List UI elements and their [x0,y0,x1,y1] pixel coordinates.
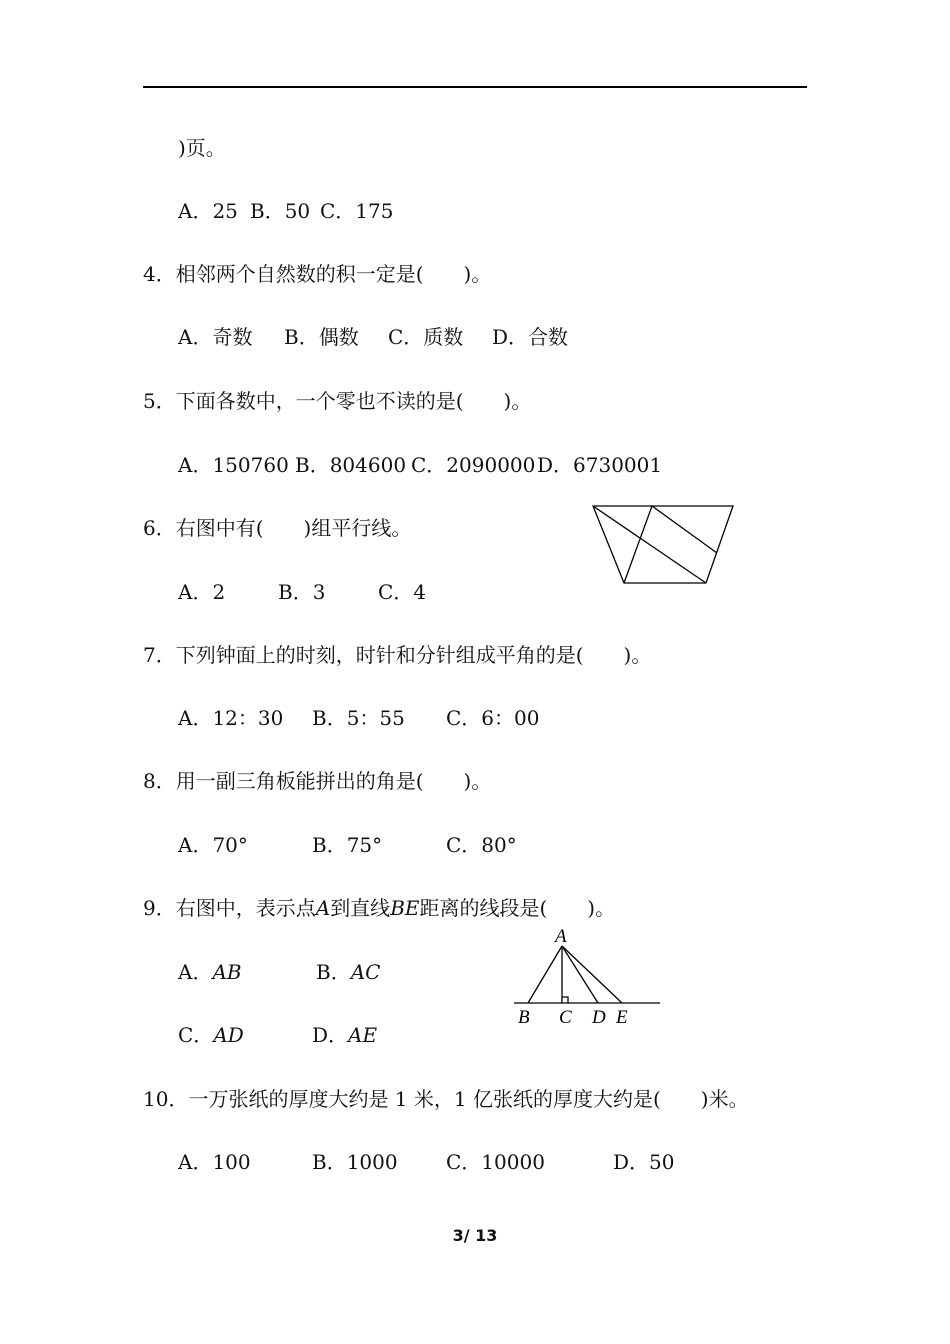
q6-option-b[interactable]: B．3 [278,580,326,604]
q9-stem-after: 距离的线段是( )。 [419,896,616,920]
q5-option-c[interactable]: C．2090000 [411,453,536,477]
q9-option-c-seg: AD [213,1023,244,1047]
q7-option-a[interactable]: A．12：30 [178,706,284,730]
q4-option-b[interactable]: B．偶数 [284,325,359,349]
q4-stem: 4．相邻两个自然数的积一定是( )。 [143,262,492,286]
q10-option-b[interactable]: B．1000 [312,1150,398,1174]
q10-option-d[interactable]: D．50 [613,1150,675,1174]
q9-option-c-letter: C． [178,1023,214,1047]
q6-option-a[interactable]: A．2 [178,580,226,604]
q9-option-b[interactable] [316,960,380,984]
q3-option-c[interactable]: C．175 [320,199,394,223]
q9-option-d-letter: D． [312,1023,349,1047]
q5-stem: 5．下面各数中，一个零也不读的是( )。 [143,389,532,413]
q8-option-a[interactable]: A．70° [178,833,248,857]
q9-label-c: C [559,1007,572,1028]
header-rule [143,86,807,88]
q9-option-d-seg: AE [348,1023,378,1047]
page-number: 3/ 13 [452,1226,498,1245]
q9-stem [143,896,615,920]
q9-option-b-letter: B． [316,960,351,984]
q8-stem: 8．用一副三角板能拼出的角是( )。 [143,769,492,793]
q9-label-d: D [592,1007,606,1028]
q9-stem-line: BE [390,896,420,920]
q9-stem-before: 9．右图中，表示点 [143,896,316,920]
q5-option-b[interactable]: B．804600 [295,453,407,477]
q7-option-b[interactable]: B．5：55 [312,706,405,730]
q3-option-b[interactable]: B．50 [250,199,311,223]
q9-option-d[interactable] [312,1023,377,1047]
q8-option-c[interactable]: C．80° [446,833,517,857]
q10-option-a[interactable]: A．100 [178,1150,251,1174]
q10-option-c[interactable]: C．10000 [446,1150,545,1174]
q9-option-a[interactable] [178,960,242,984]
q9-triangle-figure [510,924,662,1030]
q10-stem: 10．一万张纸的厚度大约是 1 米，1 亿张纸的厚度大约是( )米。 [143,1087,749,1111]
q9-option-a-letter: A． [178,960,213,984]
q9-stem-point: A [315,896,331,920]
q7-stem: 7．下列钟面上的时刻，时针和分针组成平角的是( )。 [143,643,652,667]
q9-label-b: B [518,1007,530,1028]
q9-option-b-seg: AC [350,960,381,984]
q9-label-e: E [616,1007,628,1028]
q9-option-c[interactable] [178,1023,244,1047]
q6-stem: 6．右图中有( )组平行线。 [143,516,412,540]
q4-option-d[interactable]: D．合数 [492,325,569,349]
q6-option-c[interactable]: C．4 [378,580,427,604]
q3-option-a[interactable]: A．25 [178,199,238,223]
q4-option-a[interactable]: A．奇数 [178,325,253,349]
q6-trapezoid-figure [590,503,740,587]
q7-option-c[interactable]: C．6：00 [446,706,540,730]
q5-option-a[interactable]: A．150760 [178,453,289,477]
q8-option-b[interactable]: B．75° [312,833,383,857]
q9-stem-mid: 到直线 [330,896,391,920]
q5-option-d[interactable]: D．6730001 [537,453,663,477]
q3-stem-tail: )页。 [178,136,226,160]
q4-option-c[interactable]: C．质数 [388,325,464,349]
q9-label-a: A [555,926,567,947]
q9-option-a-seg: AB [212,960,242,984]
